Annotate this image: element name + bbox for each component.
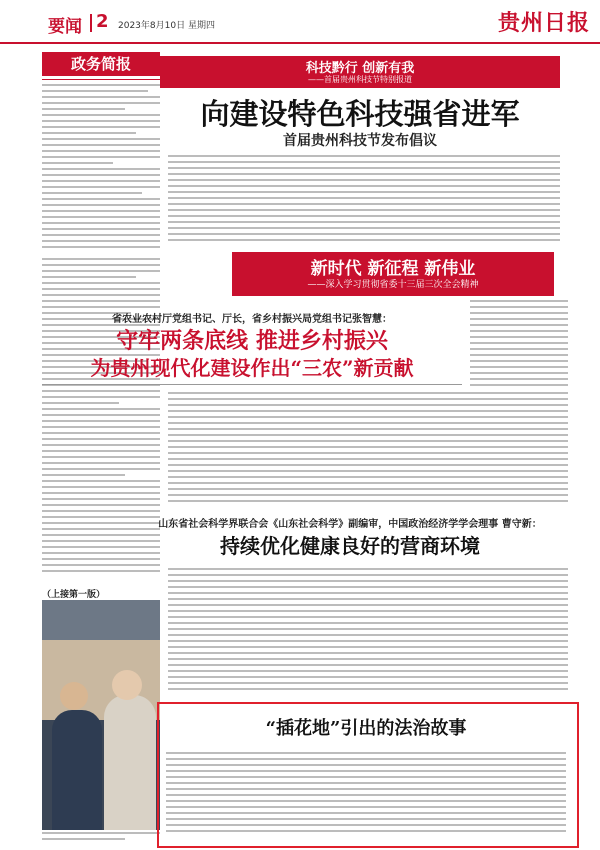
- photo-background: [42, 600, 160, 640]
- news-photo: [42, 600, 160, 830]
- section-divider: [90, 14, 92, 32]
- agri-headline-line2: 为贵州现代化建设作出“三农”新贡献: [90, 356, 414, 380]
- business-article-text: [168, 568, 568, 696]
- page-number: 2: [96, 11, 109, 32]
- photo-caption-text: [42, 832, 160, 846]
- tech-subheadline: 首届贵州科技节发布倡议: [283, 133, 437, 149]
- tech-banner-title: 科技黔行 创新有我: [305, 61, 415, 76]
- agri-headline-line1: 守牢两条底线 推进乡村振兴: [116, 328, 388, 354]
- continued-caption: （上接第一版）: [42, 590, 106, 600]
- issue-date: 2023年8月10日 星期四: [118, 21, 215, 31]
- highlighted-article-headline: “插花地”引出的法治故事: [265, 718, 467, 739]
- photo-officer-face: [60, 682, 88, 710]
- tech-article-text: [168, 155, 560, 247]
- photo-child-face: [112, 670, 142, 700]
- agri-article-text: [168, 392, 568, 508]
- highlighted-article-text: [166, 752, 566, 840]
- photo-officer: [52, 710, 102, 830]
- agri-kicker: 省农业农村厅党组书记、厅长，省乡村振兴局党组书记张智慧：: [112, 314, 392, 325]
- business-kicker: 山东省社会科学界联合会《山东社会科学》副编审，中国政治经济学学会理事 曹守新：: [158, 519, 542, 530]
- tech-banner-subtitle: ——首届贵州科技节特别报道: [308, 75, 412, 84]
- era-banner-title: 新时代 新征程 新伟业: [310, 259, 476, 279]
- brief-rule: [42, 79, 160, 80]
- tech-headline: 向建设特色科技强省进军: [200, 97, 520, 131]
- brief-body-text: [42, 84, 160, 252]
- section-name: 要闻: [48, 17, 82, 37]
- brief-section-title: 政务简报: [42, 52, 160, 76]
- photo-child: [104, 695, 156, 830]
- newspaper-logo: 贵州日报: [497, 10, 590, 36]
- agri-side-text: [470, 300, 568, 390]
- era-banner-subtitle: ——深入学习贯彻省委十三届三次全会精神: [307, 280, 479, 290]
- business-headline: 持续优化健康良好的营商环境: [220, 534, 480, 558]
- agri-rule: [42, 384, 462, 385]
